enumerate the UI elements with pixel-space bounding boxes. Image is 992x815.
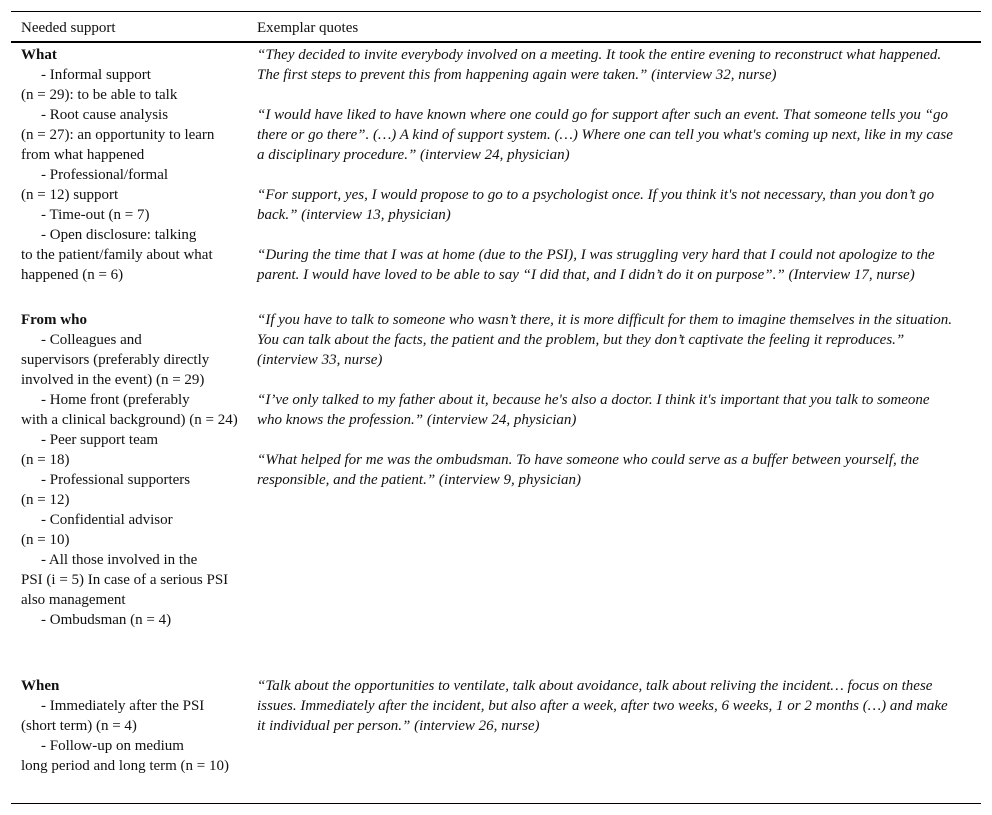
section-title: From who [21,312,87,328]
quote: “I’ve only talked to my father about it, because he's also a doctor. I think it's important that you talk to someone who knows the profession.” (interview 24, physician) [257,392,930,428]
list-item: - Immediately after the PSI (short term) (n = 4) [21,698,205,734]
section-title: When [21,678,60,694]
header-exemplar-quotes: Exemplar quotes [257,20,359,36]
list-item: - Colleagues and supervisors (preferably directly involved in the event) (n = 29) [21,332,210,388]
quote: “They decided to invite everybody involved on a meeting. It took the entire evening to reconstruct what happened. The first steps to prevent this from happening again were taken.” (interview 32, nurse) [257,47,942,83]
table-header [11,12,981,43]
section-when-quotes [257,676,957,736]
section-from-who-quotes [257,310,957,490]
list-item: - Confidential advisor (n = 10) [21,512,173,548]
quote: “I would have liked to have known where one could go for support after such an event. That someone tells you “go there or go there”. (…) A kind of support system. (…) Where one can tell you what's coming up next, like in my case a disciplinary procedure.” (interview 24, physician) [257,107,953,163]
quote: “Talk about the opportunities to ventilate, talk about avoidance, talk about reliving the incident… focus on these issues. Immediately after the incident, but also after a week, after two weeks, 6 weeks, 1 or 2 months (…) and make it individual per person.” (interview 26, nurse) [257,678,948,734]
section-when-needs [21,676,241,776]
list-item: - Follow-up on medium long period and long term (n = 10) [21,738,230,774]
list-item: - Home front (preferably with a clinical background) (n = 24) [21,392,238,428]
section-what-needs [21,45,241,285]
quote: “What helped for me was the ombudsman. To have someone who could serve as a buffer between yourself, the responsible, and the patient.” (interview 9, physician) [257,452,919,488]
list-item: - Professional supporters (n = 12) [21,472,191,508]
list-item: - Peer support team (n = 18) [21,432,159,468]
list-item: - Informal support (n = 29): to be able to talk [21,67,178,103]
quote: “If you have to talk to someone who wasn’t there, it is more difficult for them to imagine themselves in the situation. You can talk about the facts, the patient and the problem, but they don’t captivate the feeling it reproduces.” (interview 33, nurse) [257,312,953,368]
quote: “For support, yes, I would propose to go to a psychologist once. If you think it's not necessary, than you don’t go back.” (interview 13, physician) [257,187,935,223]
list-item: - Open disclosure: talking to the patient/family about what happened (n = 6) [21,227,213,283]
quote: “During the time that I was at home (due to the PSI), I was struggling very hard that I could not apologize to the parent. I would have loved to be able to say “I did that, and I didn’t do it on purpose”.” (Interview 17, nurse) [257,247,935,283]
section-from-who-needs [21,310,241,630]
list-item: - Ombudsman (n = 4) [41,612,172,628]
section-what-quotes [257,45,957,285]
section-title: What [21,47,57,63]
list-item: - Time-out (n = 7) [41,207,150,223]
header-needed-support: Needed support [21,20,116,36]
list-item: - Professional/formal (n = 12) support [21,167,169,203]
list-item: - Root cause analysis (n = 27): an opportunity to learn from what happened [21,107,215,163]
list-item: - All those involved in the PSI (i = 5) In case of a serious PSI also management [21,552,229,608]
support-table [11,11,981,804]
